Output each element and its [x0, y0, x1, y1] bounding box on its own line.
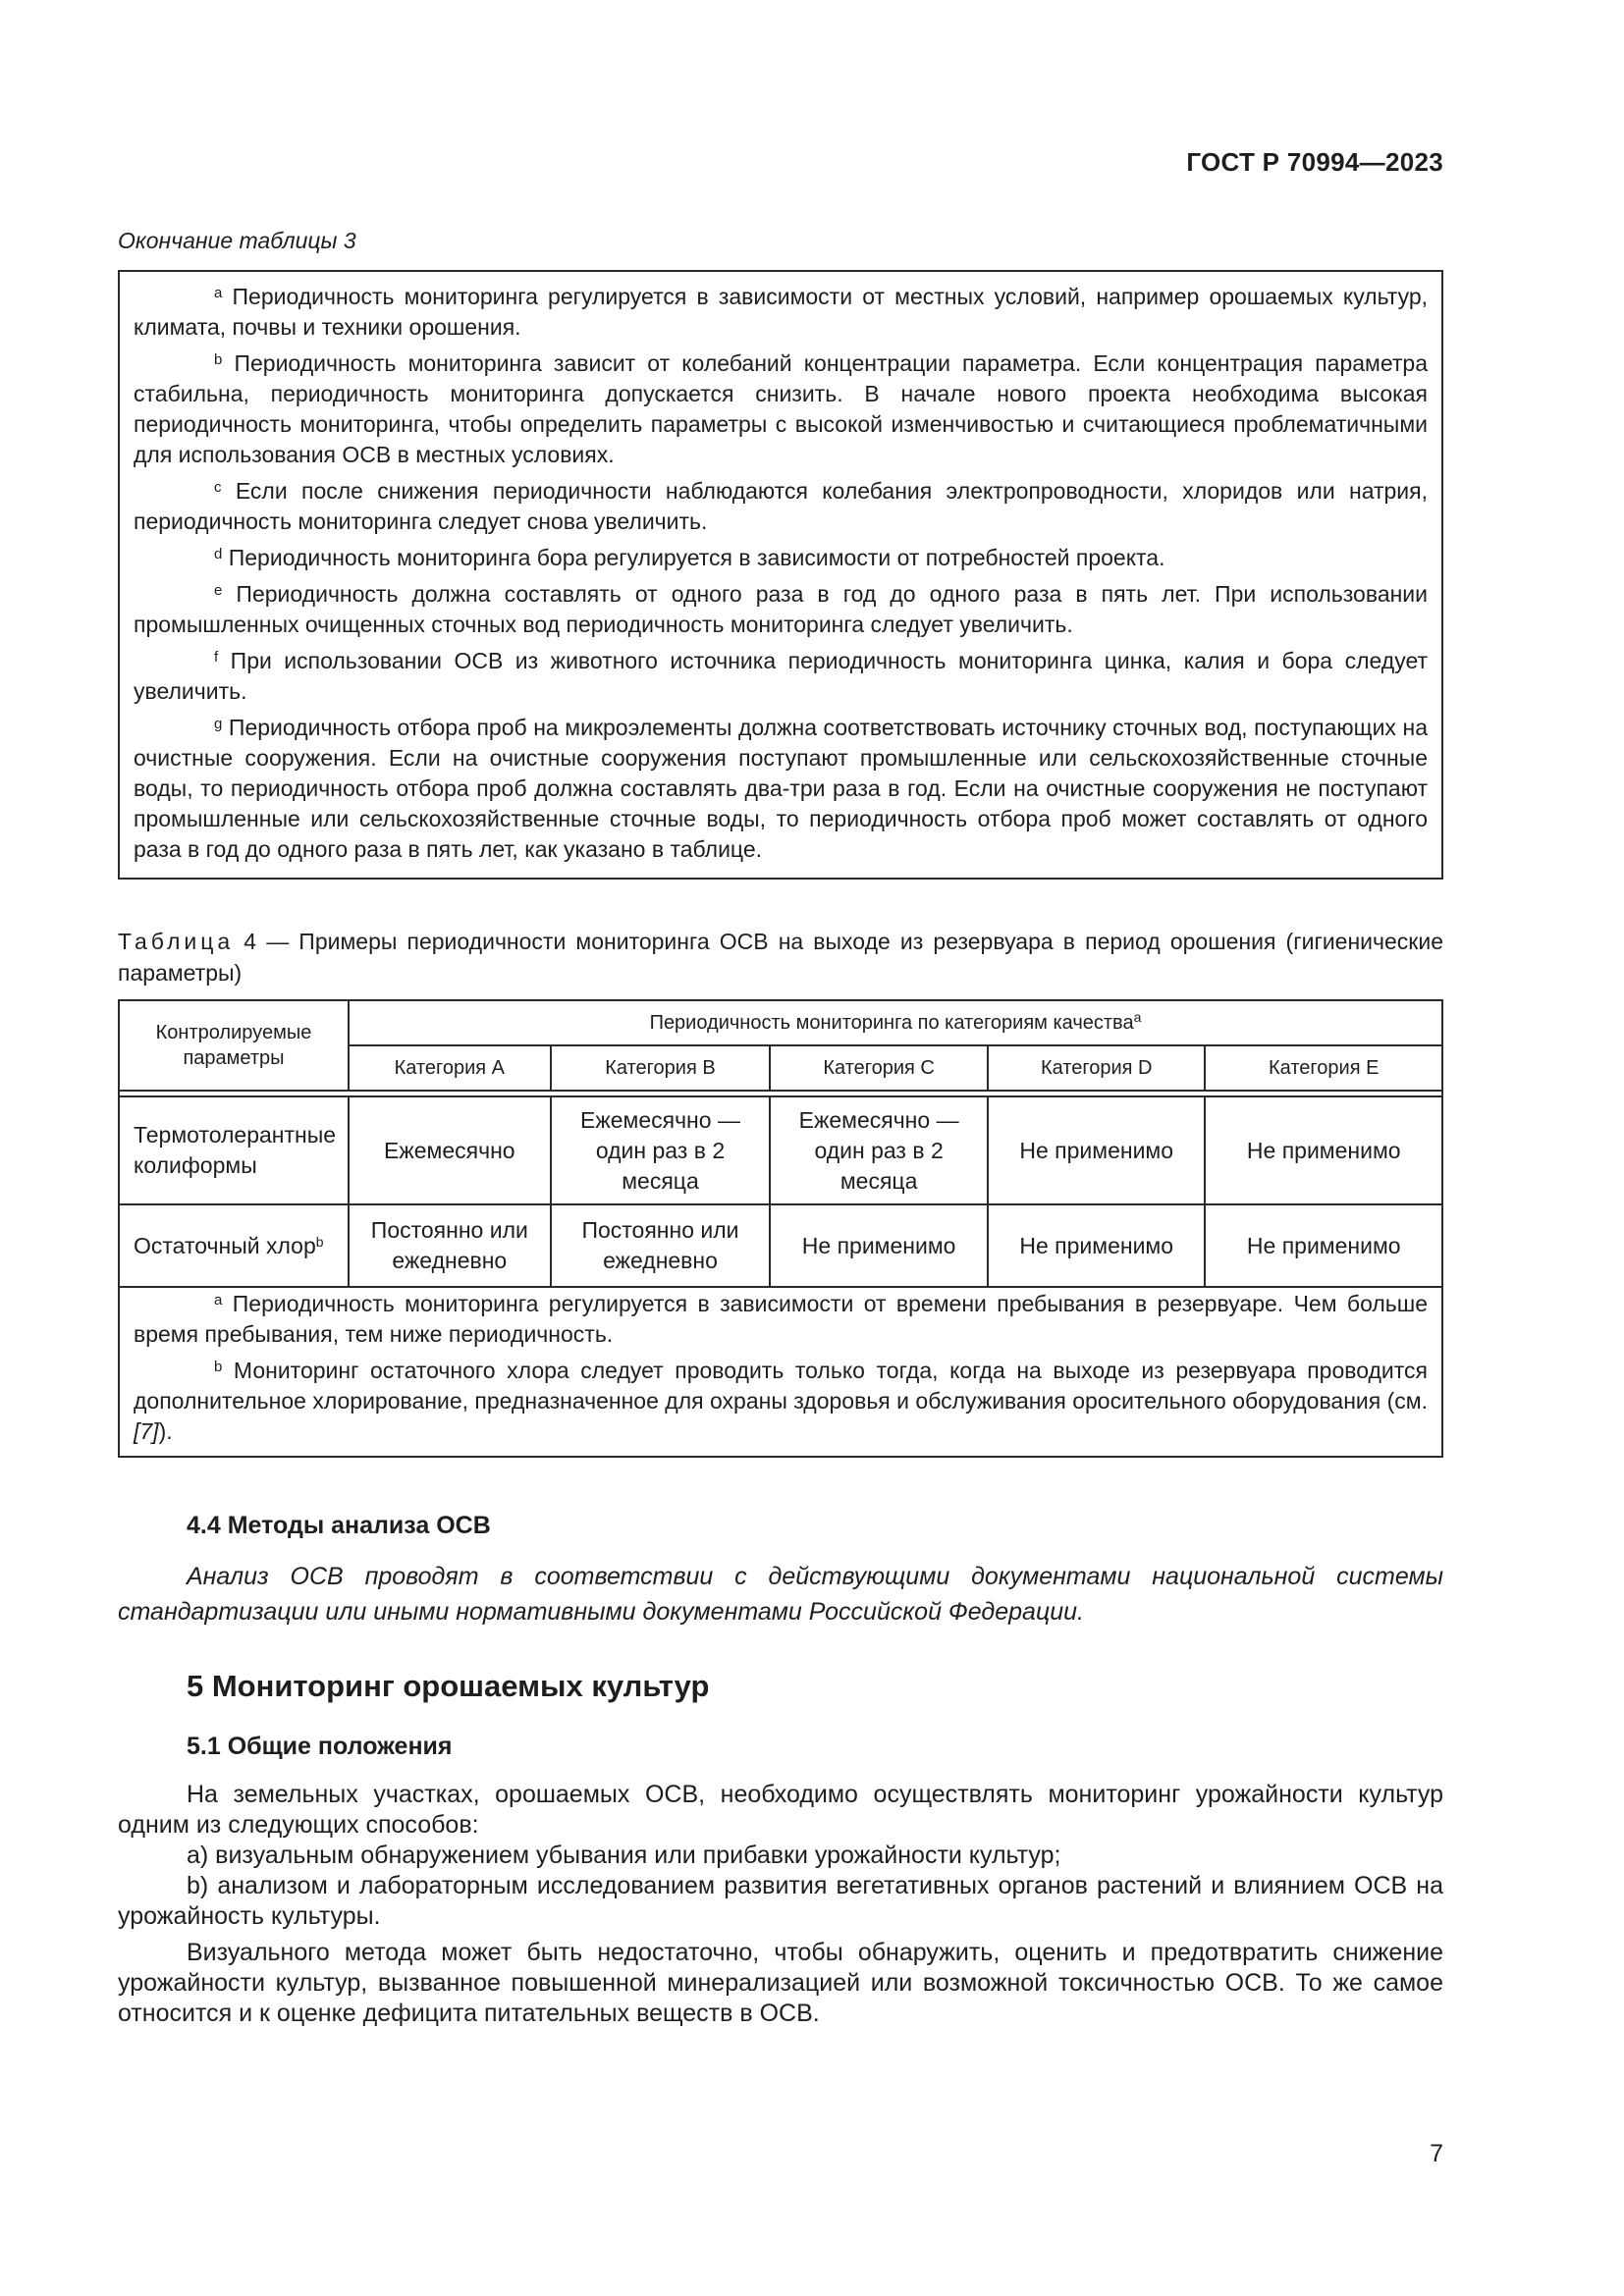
table4-value-cell: Не применимо — [988, 1096, 1206, 1204]
table4-note: $^b$ Мониторинг остаточного хлора следует проводить только тогда, когда на выходе из резервуара проводится дополнительное хлорирование, предназначенное для охраны здоровья и обслуживания оросительного оборудования (см. [7]). — [134, 1358, 1429, 1444]
list-item: а) визуальным обнаружением убывания или прибавки урожайности культур; — [187, 1842, 1061, 1869]
table4-header-category: Категория C — [770, 1045, 988, 1091]
table4 — [118, 999, 1443, 1288]
table3-note: $^e$ Периодичность должна составлять от одного раза в год до одного раза в пять лет. При использовании промышленных очищенных сточных вод периодичность мониторинга следует увеличить. — [134, 581, 1429, 637]
table4-value-cell: Ежемесячно — один раз в 2 месяца — [551, 1096, 771, 1204]
section-5-1-closing: Визуального метода может быть недостаточно, чтобы обнаружить, оценить и предотвратить снижение урожайности культур, вызванное повышенной минерализацией или возможной токсичностью ОСВ. То же самое относится и к оценке дефицита питательных веществ в ОСВ. — [118, 1939, 1443, 2027]
table-row — [119, 1204, 1442, 1287]
table3-note: $^b$ Периодичность мониторинга зависит от колебаний концентрации параметра. Если концентрация параметра стабильна, периодичность мониторинга допускается снизить. В начале нового проекта необходима высокая периодичность мониторинга, чтобы определить параметры с высокой изменчивостью и считающиеся проблематичными для использования ОСВ в местных условиях. — [134, 350, 1428, 467]
table4-value-cell: Постоянно или ежедневно — [551, 1204, 771, 1287]
table4-header-group: Периодичность мониторинга по категориям качества$^a$ — [349, 1000, 1442, 1045]
table4-value-cell: Ежемесячно — один раз в 2 месяца — [770, 1096, 988, 1204]
table4-header-category: Категория A — [349, 1045, 551, 1091]
table4-caption: Таблица 4 — Примеры периодичности мониторинга ОСВ на выходе из резервуара в период орошения (гигиенические параметры) — [118, 929, 1443, 986]
reference-link[interactable]: [7] — [134, 1418, 159, 1444]
table3-note: $^g$ Периодичность отбора проб на микроэлементы должна соответствовать источнику сточных вод, поступающих на очистные сооружения. Если на очистные сооружения поступают промышленные или сельскохозяйственные сточные воды, то периодичность отбора проб должна составлять два-три раза в год. Если на очистные сооружения не поступают промышленные или сельскохозяйственные сточные воды, то периодичность отбора проб может составлять от одного раза в год до одного раза в пять лет, как указано в таблице. — [134, 715, 1428, 862]
table3-note: $^a$ Периодичность мониторинга регулируется в зависимости от местных условий, например орошаемых культур, климата, почвы и техники орошения. — [134, 284, 1429, 340]
table4-note: $^a$ Периодичность мониторинга регулируется в зависимости от времени пребывания в резервуаре. Чем больше время пребывания, тем ниже периодичность. — [134, 1291, 1429, 1347]
table-row — [119, 1096, 1442, 1204]
table3-notes-box — [118, 270, 1443, 880]
table4-header-param: Контролируемые параметры — [119, 1000, 349, 1091]
table4-header-category: Категория B — [551, 1045, 771, 1091]
table3-note: $^c$ Если после снижения периодичности наблюдаются колебания электропроводности, хлоридов или натрия, периодичность мониторинга следует снова увеличить. — [134, 478, 1428, 534]
section-4-4-text: Анализ ОСВ проводят в соответствии с действующими документами национальной системы стандартизации или иными нормативными документами Российской Федерации. — [118, 1563, 1443, 1626]
table4-value-cell: Не применимо — [1205, 1204, 1442, 1287]
table3-note: $^d$ Периодичность мониторинга бора регулируется в зависимости от потребностей проекта. — [214, 545, 1165, 570]
table4-value-cell: Не применимо — [1205, 1096, 1442, 1204]
table4-value-cell: Ежемесячно — [349, 1096, 551, 1204]
list-item: b) анализом и лабораторным исследованием развития вегетативных органов растений и влиянием ОСВ на урожайность культуры. — [118, 1872, 1443, 1930]
table3-note: $^f$ При использовании ОСВ из животного источника периодичность мониторинга цинка, калия и бора следует увеличить. — [134, 648, 1429, 704]
table4-value-cell: Постоянно или ежедневно — [349, 1204, 551, 1287]
standard-number: ГОСТ Р 70994—2023 — [1186, 147, 1443, 177]
table4-value-cell: Не применимо — [770, 1204, 988, 1287]
table4-header-category: Категория D — [988, 1045, 1206, 1091]
section-5-1-heading: 5.1 Общие положения — [187, 1733, 453, 1760]
document-page — [118, 0, 1443, 2296]
table4-param-cell: Термотолерантные колиформы — [119, 1096, 349, 1204]
section-5-1-body — [118, 1780, 1443, 2029]
table4-notes-box — [118, 1279, 1443, 1458]
page-number: 7 — [1430, 2140, 1443, 2167]
table4-value-cell: Не применимо — [988, 1204, 1206, 1287]
section-5-1-intro: На земельных участках, орошаемых ОСВ, необходимо осуществлять мониторинг урожайности культур одним из следующих способов: — [118, 1781, 1443, 1839]
table-continuation-label: Окончание таблицы 3 — [118, 228, 356, 253]
section-5-heading: 5 Мониторинг орошаемых культур — [187, 1669, 710, 1703]
table4-param-cell: Остаточный хлор$^b$ — [119, 1204, 349, 1287]
section-4-4-heading: 4.4 Методы анализа ОСВ — [187, 1512, 491, 1539]
table4-header-category: Категория E — [1205, 1045, 1442, 1091]
